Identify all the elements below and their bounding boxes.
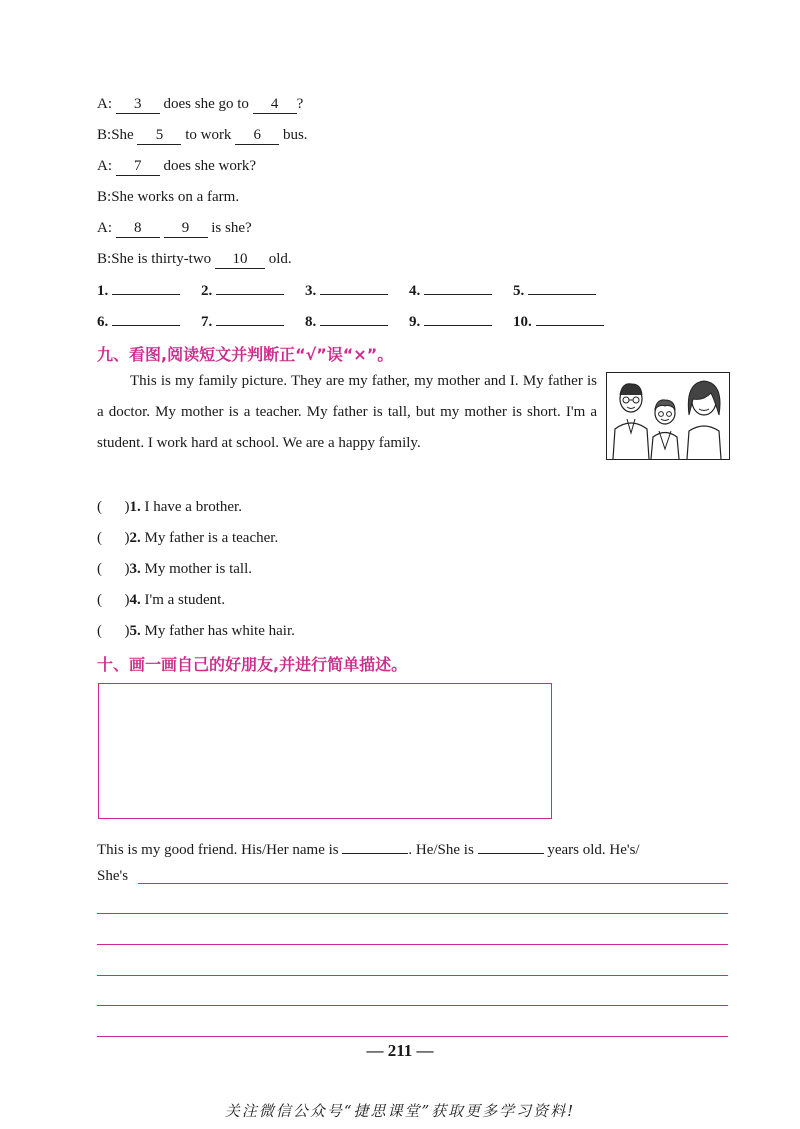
question-text: I'm a student. <box>144 592 226 608</box>
writing-line[interactable] <box>97 944 728 945</box>
judge-item-2 <box>97 528 278 548</box>
answer-number: 6. <box>97 314 109 330</box>
family-picture <box>606 372 730 460</box>
footer-note: 关注微信公众号“捷思课堂”获取更多学习资料! <box>224 1102 576 1120</box>
family-illustration <box>607 373 729 459</box>
section-9-heading: 九、看图,阅读短文并判断正“√”误“×”。 <box>97 345 394 364</box>
speaker-label: B: <box>97 189 112 205</box>
judge-item-3 <box>97 559 252 579</box>
description-text: . He/She is <box>408 842 474 858</box>
page-number: — 211 — <box>366 1041 434 1060</box>
answer-parentheses[interactable]: ( ) <box>97 592 130 608</box>
answer-item-5 <box>513 280 596 301</box>
answer-item-4 <box>409 280 492 301</box>
answer-blank[interactable] <box>112 311 180 326</box>
dialogue-text: old. <box>268 251 292 267</box>
question-number: 5. <box>129 623 141 639</box>
fill-blank[interactable]: 6 <box>235 126 279 145</box>
answer-number: 4. <box>409 283 421 299</box>
fill-blank[interactable]: 3 <box>116 95 160 114</box>
answer-blank[interactable] <box>320 311 388 326</box>
dialogue-line-3 <box>97 156 256 176</box>
answer-item-7 <box>201 311 284 332</box>
dialogue-text: ? <box>296 96 304 112</box>
answer-blank[interactable] <box>112 280 180 295</box>
answer-parentheses[interactable]: ( ) <box>97 530 130 546</box>
speaker-label: A: <box>97 220 112 236</box>
fill-blank[interactable]: 4 <box>253 95 297 114</box>
dialogue-text: to work <box>185 127 232 143</box>
fill-blank[interactable]: 9 <box>164 219 208 238</box>
question-number: 1. <box>129 499 141 515</box>
fill-blank[interactable]: 10 <box>215 250 265 269</box>
writing-line[interactable] <box>97 913 728 914</box>
description-text: This is my good friend. His/Her name is <box>97 842 339 858</box>
description-line-2 <box>97 866 128 886</box>
writing-line[interactable] <box>97 1036 728 1037</box>
fill-blank[interactable]: 5 <box>137 126 181 145</box>
answer-number: 9. <box>409 314 421 330</box>
answer-blank[interactable] <box>424 280 492 295</box>
dialogue-text: She is thirty-two <box>111 251 212 267</box>
answer-item-3 <box>305 280 388 301</box>
judge-item-5 <box>97 621 295 641</box>
question-number: 2. <box>129 530 141 546</box>
fill-blank[interactable]: 8 <box>116 219 160 238</box>
dialogue-text: She <box>111 127 134 143</box>
answer-blank[interactable] <box>424 311 492 326</box>
dialogue-text: is she? <box>211 220 252 236</box>
judge-item-4 <box>97 590 225 610</box>
answer-item-1 <box>97 280 180 301</box>
fill-blank[interactable]: 7 <box>116 157 160 176</box>
speaker-label: B: <box>97 127 112 143</box>
dialogue-text: She works on a farm. <box>111 189 240 205</box>
question-text: My father has white hair. <box>144 623 295 639</box>
speaker-label: A: <box>97 158 112 174</box>
answer-item-9 <box>409 311 492 332</box>
answer-number: 3. <box>305 283 317 299</box>
age-blank[interactable] <box>478 835 544 854</box>
name-blank[interactable] <box>342 835 408 854</box>
reading-passage: This is my family picture. They are my father, my mother and I. My father is a doctor. My mother is a teacher. My father is tall, but my mother is short. I'm a student. I work hard at school. We are a happy family. <box>97 373 597 451</box>
answer-item-2 <box>201 280 284 301</box>
answer-parentheses[interactable]: ( ) <box>97 623 130 639</box>
answer-blank[interactable] <box>528 280 596 295</box>
answer-number: 1. <box>97 283 109 299</box>
writing-line[interactable] <box>97 1005 728 1006</box>
question-text: I have a brother. <box>144 499 242 515</box>
question-number: 4. <box>129 592 141 608</box>
answer-parentheses[interactable]: ( ) <box>97 499 130 515</box>
answer-blank[interactable] <box>216 311 284 326</box>
answer-parentheses[interactable]: ( ) <box>97 561 130 577</box>
answer-blank[interactable] <box>536 311 604 326</box>
dialogue-line-2 <box>97 125 308 145</box>
dialogue-line-4 <box>97 187 239 207</box>
judge-item-1 <box>97 497 242 517</box>
section-10-heading: 十、画一画自己的好朋友,并进行简单描述。 <box>97 655 408 674</box>
speaker-label: B: <box>97 251 112 267</box>
writing-line[interactable] <box>97 975 728 976</box>
writing-line[interactable] <box>138 883 728 884</box>
answer-item-8 <box>305 311 388 332</box>
answer-number: 7. <box>201 314 213 330</box>
dialogue-text: does she work? <box>163 158 256 174</box>
description-text: years old. He's/ <box>547 842 640 858</box>
answer-blank[interactable] <box>320 280 388 295</box>
speaker-label: A: <box>97 96 112 112</box>
dialogue-text: does she go to <box>163 96 249 112</box>
answer-number: 2. <box>201 283 213 299</box>
answer-item-6 <box>97 311 180 332</box>
answer-number: 5. <box>513 283 525 299</box>
answer-item-10 <box>513 311 604 332</box>
dialogue-text: bus. <box>282 127 308 143</box>
dialogue-line-6 <box>97 249 292 269</box>
drawing-box[interactable] <box>98 683 552 819</box>
description-text: She's <box>97 868 129 884</box>
question-number: 3. <box>129 561 141 577</box>
dialogue-line-5 <box>97 218 252 238</box>
question-text: My mother is tall. <box>144 561 252 577</box>
dialogue-line-1 <box>97 94 303 114</box>
description-line-1 <box>97 835 640 860</box>
question-text: My father is a teacher. <box>144 530 279 546</box>
answer-number: 10. <box>513 314 532 330</box>
answer-blank[interactable] <box>216 280 284 295</box>
answer-number: 8. <box>305 314 317 330</box>
